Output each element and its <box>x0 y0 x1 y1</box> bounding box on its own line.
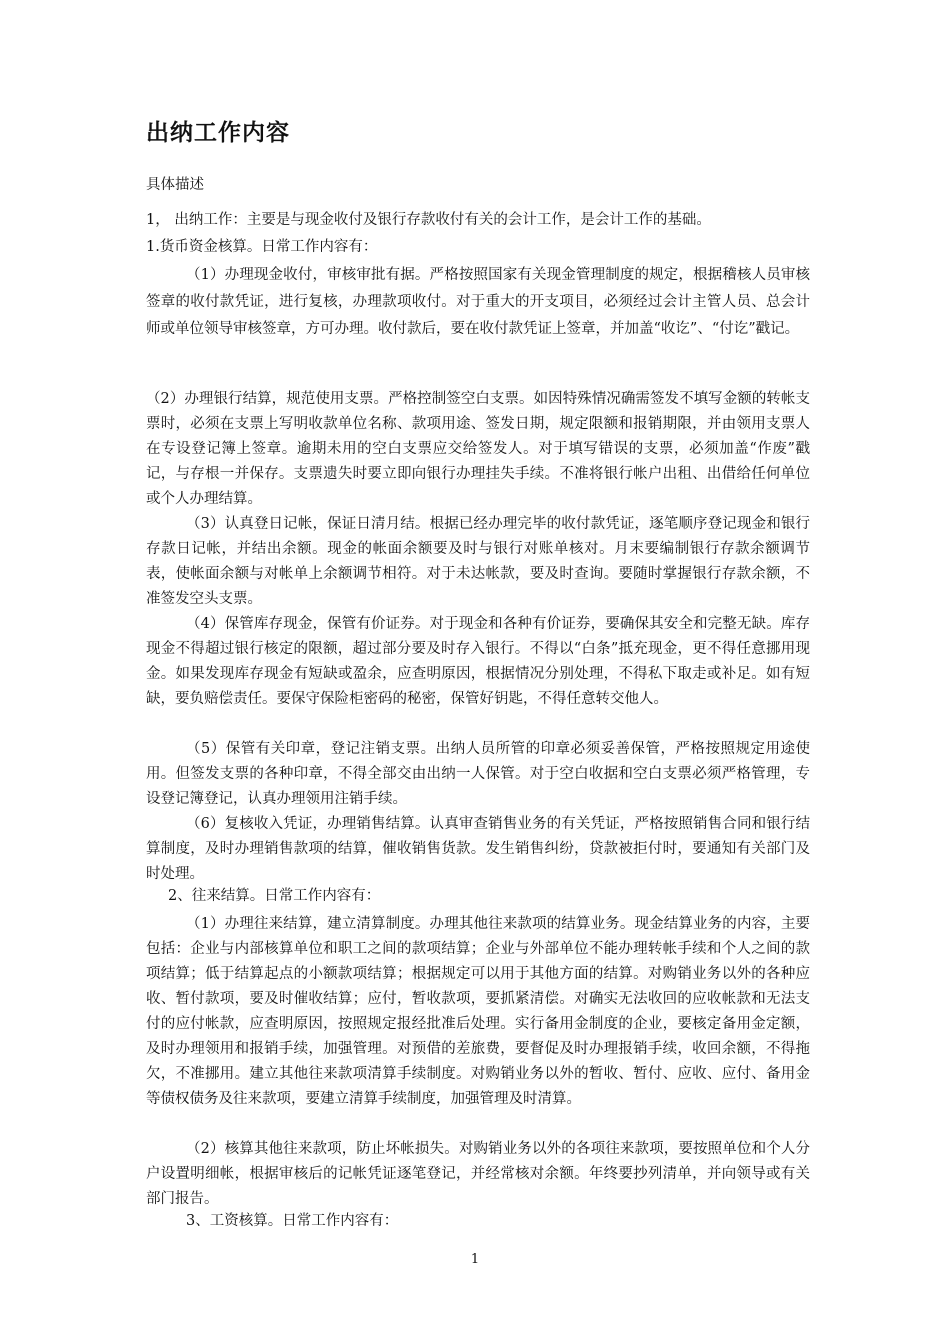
section1-heading: 1.货币资金核算。日常工作内容有： <box>146 239 378 255</box>
paragraph-6: （6）复核收入凭证，办理销售结算。认真审查销售业务的有关凭证，严格按照销售合同和银行结算制度，及时办理销售款项的结算，催收销售货款。发生销售纠纷，贷款被拒付时，要通知有关部门及时处理。 <box>146 816 810 882</box>
paragraph-1: （1）办理现金收付，审核审批有据。严格按照国家有关现金管理制度的规定，根据稽核人员审核签章的收付款凭证，进行复核，办理款项收付。对于重大的开支项目，必须经过会计主管人员、总会计师或单位领导审核签章，方可办理。收付款后，要在收付款凭证上签章，并加盖“收讫”、“付讫”戳记。 <box>146 267 810 337</box>
paragraph-2: （2）办理银行结算，规范使用支票。严格控制签空白支票。如因特殊情况确需签发不填写金额的转帐支票时，必须在支票上写明收款单位名称、款项用途、签发日期，规定限额和报销期限，并由领用支票人在专设登记簿上签章。逾期未用的空白支票应交给签发人。对于填写错误的支票，必须加盖“作废”戳记，与存根一并保存。支票遗失时要立即向银行办理挂失手续。不准将银行帐户出租、出借给任何单位或个人办理结算。 <box>146 391 810 507</box>
page-number: 1 <box>470 1252 480 1267</box>
section3-heading: 3、工资核算。日常工作内容有： <box>186 1213 399 1229</box>
section2-heading: 2、往来结算。日常工作内容有： <box>168 888 381 904</box>
paragraph-3: （3）认真登日记帐，保证日清月结。根据已经办理完毕的收付款凭证，逐笔顺序登记现金和银行存款日记帐，并结出余额。现金的帐面余额要及时与银行对账单核对。月末要编制银行存款余额调节表，使帐面余额与对帐单上余额调节相符。对于未达帐款，要及时查询。要随时掌握银行存款余额，不准签发空头支票。 <box>146 516 810 607</box>
paragraph-4: （4）保管库存现金，保管有价证券。对于现金和各种有价证券，要确保其安全和完整无缺。库存现金不得超过银行核定的限额，超过部分要及时存入银行。不得以“白条”抵充现金，更不得任意挪用现金。如果发现库存现金有短缺或盈余，应查明原因，根据情况分别处理，不得私下取走或补足。如有短缺，要负赔偿责任。要保守保险柜密码的秘密，保管好钥匙，不得任意转交他人。 <box>146 616 810 707</box>
subtitle: 具体描述 <box>146 177 204 193</box>
paragraph-8: （2）核算其他往来款项，防止坏帐损失。对购销业务以外的各项往来款项，要按照单位和个人分户设置明细帐，根据审核后的记帐凭证逐笔登记，并经常核对余额。年终要抄列清单，并向领导或有关部门报告。 <box>146 1141 810 1207</box>
page-title: 出纳工作内容 <box>146 120 290 146</box>
paragraph-5: （5）保管有关印章，登记注销支票。出纳人员所管的印章必须妥善保管，严格按照规定用途使用。但签发支票的各种印章，不得全部交由出纳一人保管。对于空白收据和空白支票必须严格管理，专设登记簿登记，认真办理领用注销手续。 <box>146 741 810 807</box>
intro-line: 1， 出纳工作：主要是与现金收付及银行存款收付有关的会计工作，是会计工作的基础。 <box>146 212 711 228</box>
paragraph-7: （1）办理往来结算，建立清算制度。办理其他往来款项的结算业务。现金结算业务的内容，主要包括：企业与内部核算单位和职工之间的款项结算；企业与外部单位不能办理转帐手续和个人之间的款项结算；低于结算起点的小额款项结算；根据规定可以用于其他方面的结算。对购销业务以外的各种应收、暂付款项，要及时催收结算；应付，暂收款项，要抓紧清偿。对确实无法收回的应收帐款和无法支付的应付帐款，应查明原因，按照规定报经批准后处理。实行备用金制度的企业，要核定备用金定额，及时办理领用和报销手续，加强管理。对预借的差旅费，要督促及时办理报销手续，收回余额，不得拖欠，不准挪用。建立其他往来款项清算手续制度。对购销业务以外的暂收、暂付、应收、应付、备用金等债权债务及往来款项，要建立清算手续制度，加强管理及时清算。 <box>146 916 810 1107</box>
